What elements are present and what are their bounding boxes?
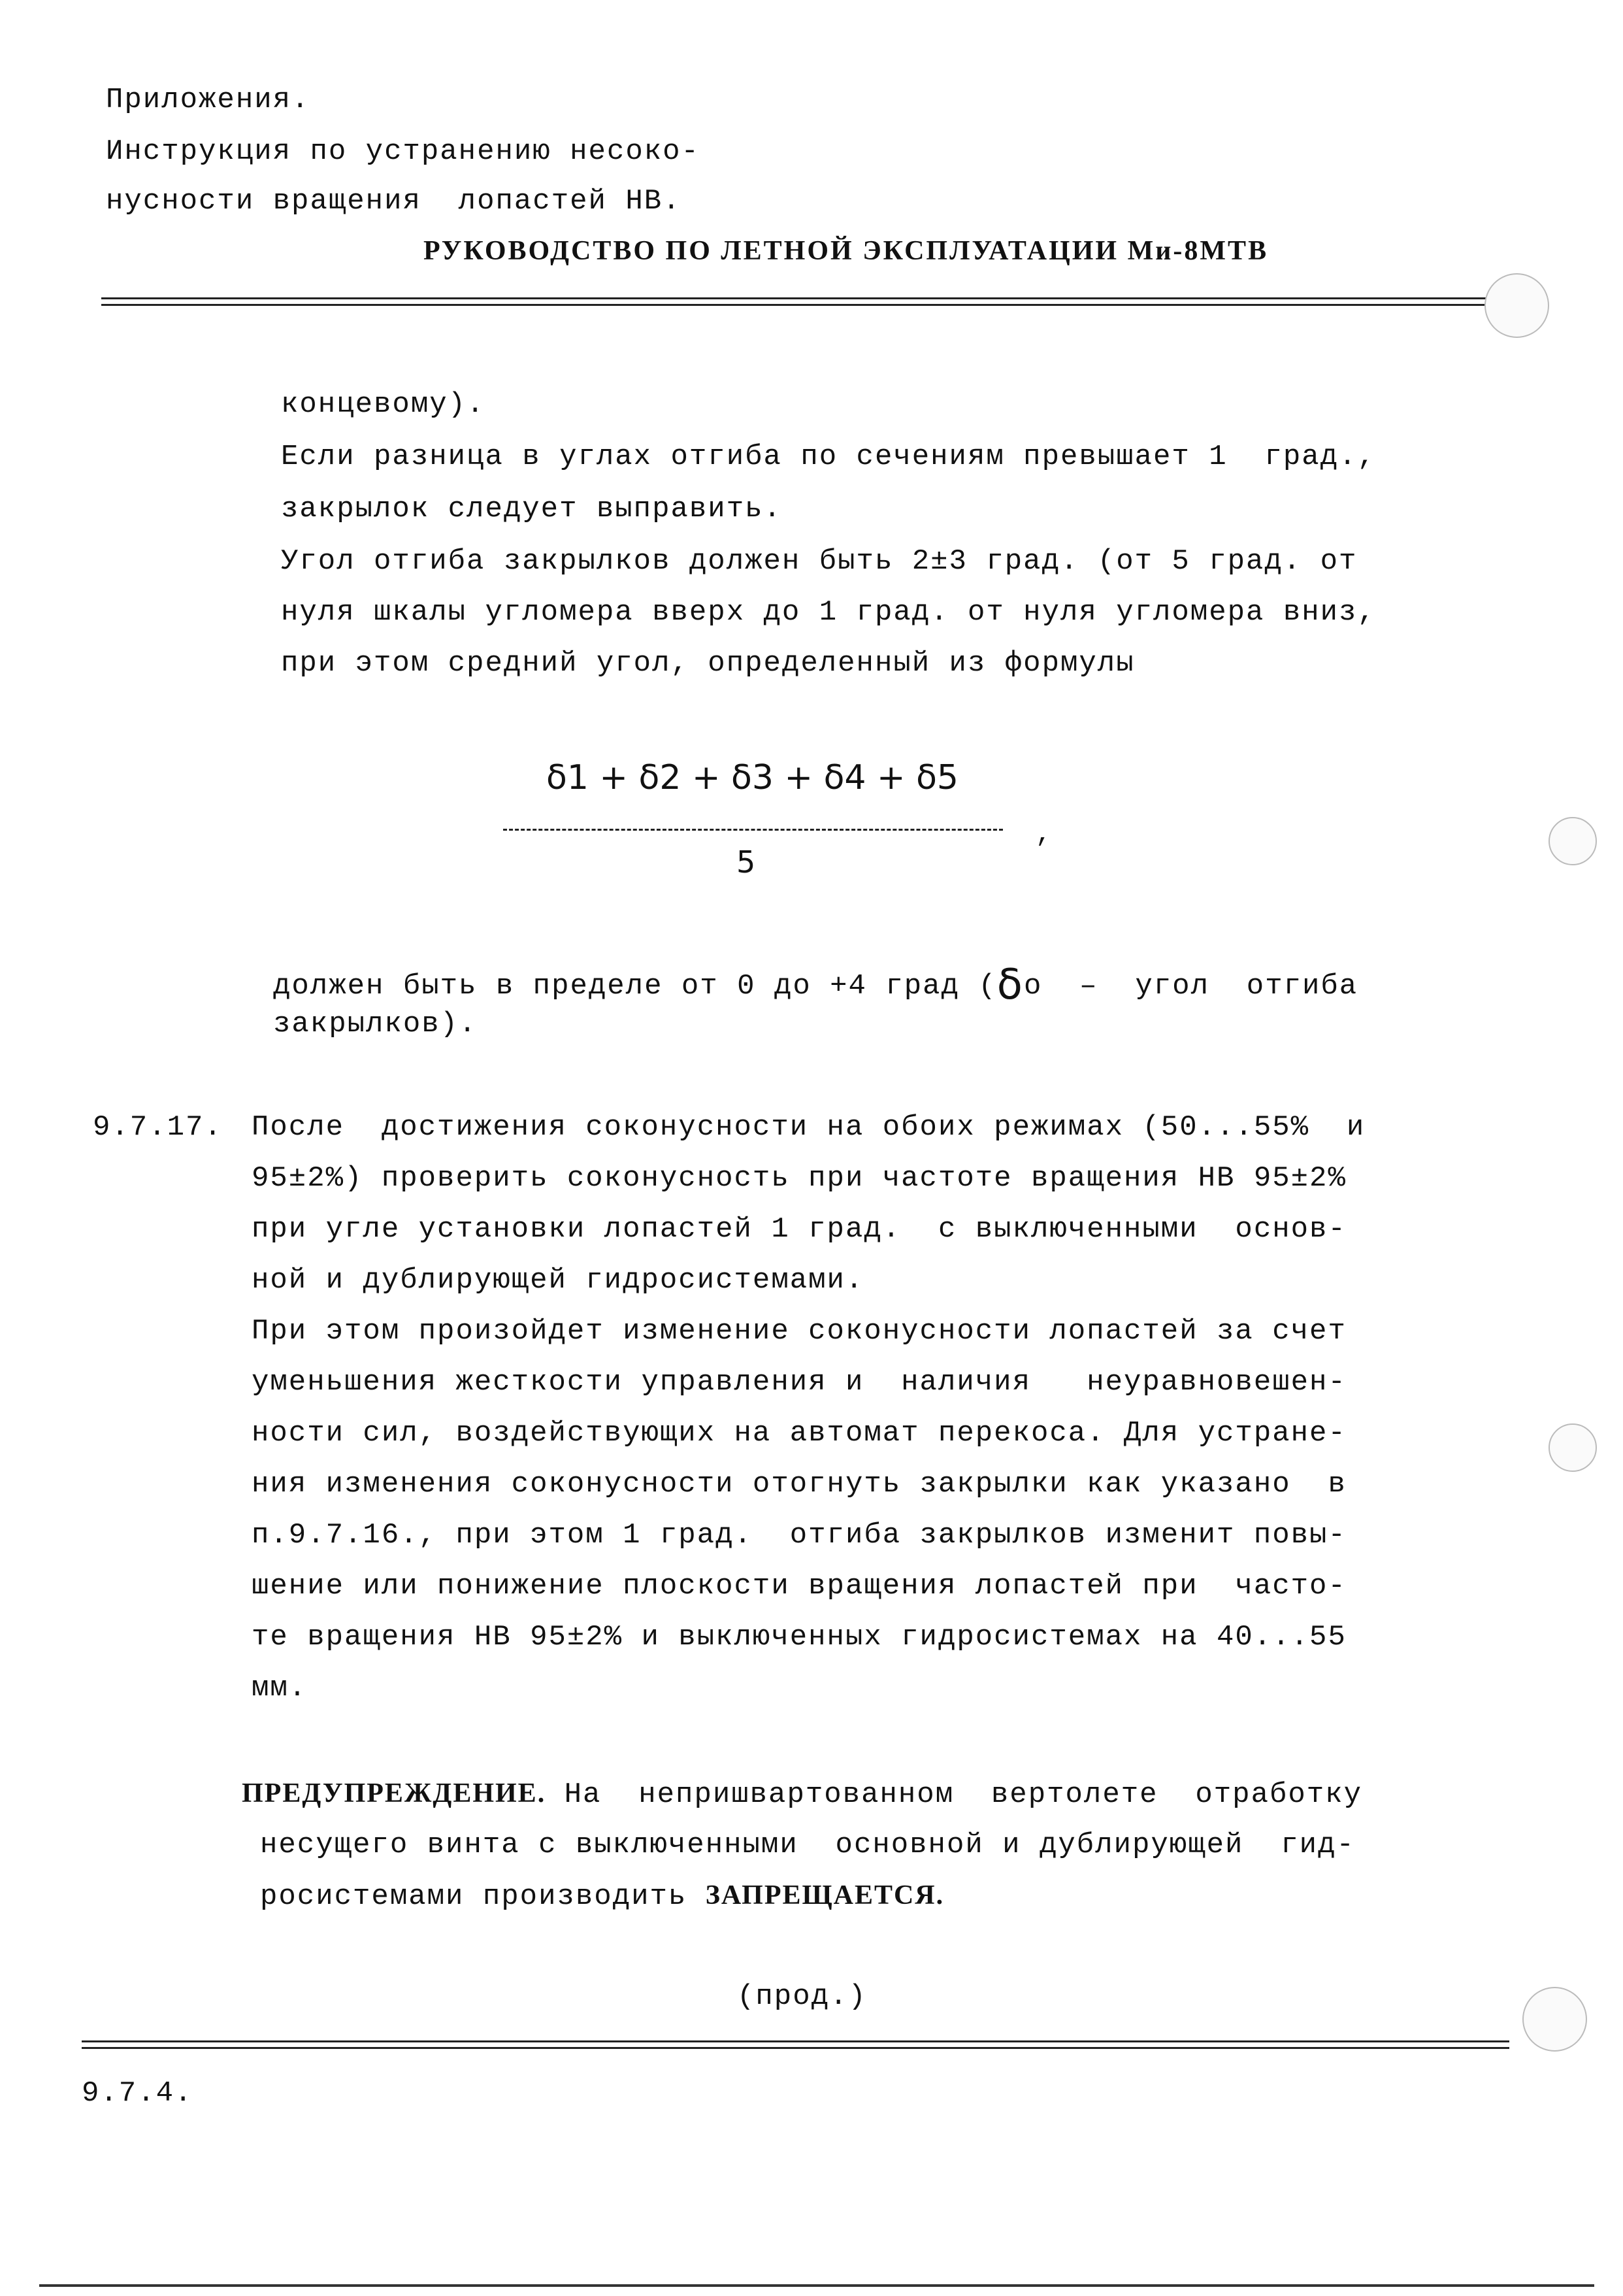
warning-line: несущего винта с выключенными основной и дублирующей гид- — [260, 1829, 1355, 1861]
footer-rule-top — [82, 2040, 1509, 2042]
page-number: 9.7.4. — [82, 2077, 193, 2110]
continued-label: (прод.) — [737, 1980, 867, 2013]
body-line: нуля шкалы угломера вверх до 1 град. от нуля угломера вниз, — [281, 596, 1376, 629]
item-line: п.9.7.16., при этом 1 град. отгиба закрылков изменит повы- — [252, 1519, 1347, 1552]
manual-title: РУКОВОДСТВО ПО ЛЕТНОЙ ЭКСПЛУАТАЦИИ Ми-8МТВ — [423, 236, 1269, 266]
warning-emphasis: ЗАПРЕЩАЕТСЯ. — [705, 1880, 945, 1910]
body-line: при этом средний угол, определенный из формулы — [281, 647, 1135, 680]
warning-line — [260, 1880, 944, 1913]
body-text-segment: должен быть в пределе от 0 до +4 град ( — [273, 970, 997, 1003]
page-bottom-edge — [39, 2284, 1594, 2287]
item-line: мм. — [252, 1672, 308, 1705]
body-line: закрылков). — [273, 1008, 478, 1040]
fraction-bar — [503, 829, 1003, 831]
header-line-1: Приложения. — [106, 84, 310, 116]
item-line: при угле установки лопастей 1 град. с выключенными основ- — [252, 1213, 1347, 1246]
formula-comma: , — [1036, 820, 1052, 850]
body-line: концевому). — [281, 388, 485, 421]
warning-text: росистемами производить — [260, 1880, 706, 1913]
warning-text: На непришвартованном вертолете отработку — [546, 1778, 1362, 1811]
item-line: После достижения соконусности на обоих режимах (50...55% и — [252, 1111, 1366, 1144]
header-rule-bottom — [101, 304, 1486, 306]
punch-hole-icon — [1549, 1423, 1597, 1472]
header-rule-top — [101, 297, 1486, 299]
footer-rule-bottom — [82, 2047, 1509, 2049]
body-text-segment: о – угол отгиба — [1023, 970, 1358, 1003]
item-number: 9.7.17. — [93, 1111, 223, 1144]
punch-hole-icon — [1549, 817, 1597, 865]
header-line-3: нусности вращения лопастей НВ. — [106, 185, 681, 218]
punch-hole-icon — [1484, 273, 1549, 338]
item-line: 95±2%) проверить соконусность при частоте вращения НВ 95±2% — [252, 1162, 1347, 1195]
item-line: ной и дублирующей гидросистемами. — [252, 1264, 864, 1297]
item-line: ности сил, воздействующих на автомат перекоса. Для устране- — [252, 1417, 1347, 1450]
item-line: шение или понижение плоскости вращения лопастей при часто- — [252, 1570, 1347, 1603]
body-line: закрылок следует выправить. — [281, 493, 782, 525]
body-line: Угол отгиба закрылков должен быть 2±3 град. (от 5 град. от — [281, 545, 1358, 578]
warning-line — [242, 1778, 1362, 1811]
body-line — [273, 956, 1358, 1009]
body-line: Если разница в углах отгиба по сечениям превышает 1 град., — [281, 441, 1376, 473]
warning-label: ПРЕДУПРЕЖДЕНИЕ. — [242, 1778, 546, 1808]
item-line: ния изменения соконусности отогнуть закрылки как указано в — [252, 1468, 1347, 1501]
header-line-2: Инструкция по устранению несоко- — [106, 135, 700, 168]
item-line: те вращения НВ 95±2% и выключенных гидросистемах на 40...55 — [252, 1621, 1347, 1654]
item-line: уменьшения жесткости управления и наличия неуравновешен- — [252, 1366, 1347, 1399]
formula-denominator: 5 — [736, 844, 756, 880]
delta-symbol: δ — [996, 961, 1024, 1009]
punch-hole-icon — [1522, 1987, 1587, 2052]
formula-numerator: δ1 + δ2 + δ3 + δ4 + δ5 — [546, 758, 959, 797]
item-line: При этом произойдет изменение соконусности лопастей за счет — [252, 1315, 1347, 1348]
